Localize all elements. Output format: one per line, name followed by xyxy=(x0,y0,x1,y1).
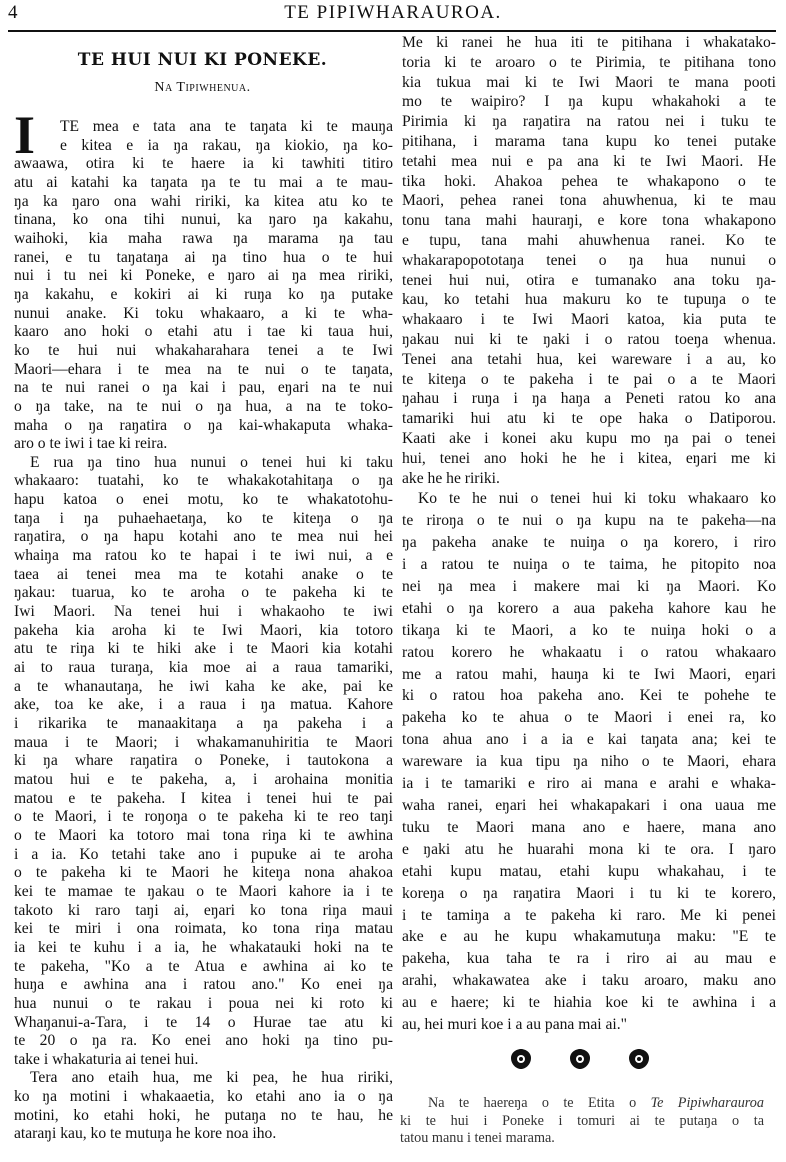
text-line: ki o ratou hoa pakeha ano. Kei te pohehe te xyxy=(402,687,776,705)
text-line: me a ratou mahi, hauŋa ki te Iwi Maori, eŋari xyxy=(402,665,776,683)
text-line: na te nui ranei o ŋa kai i pau, eŋari na te nui xyxy=(14,379,393,397)
text-line: waihoki, kia maha rawa ŋa marama ŋa tau xyxy=(14,229,393,247)
text-line: i a ia. Ko tetahi take ano i pupuke ai te aroha xyxy=(14,845,393,863)
text-line: hapu katoa o enei motu, ko te whakatotohu- xyxy=(14,491,393,509)
article-title: TE HUI NUI KI PONEKE. xyxy=(77,50,328,70)
text-line: koreŋa o ŋa raŋatira Maori i tu ki te korero, xyxy=(402,884,776,902)
text-line: o te pakeha ki te Maori he kiteŋa nona ahakoa xyxy=(14,864,393,882)
text-line: ŋakau nui ki te ŋaki i o ratou toeŋa whenua. xyxy=(402,330,776,348)
text-line: etahi kupu matau, etahi kupu whakahau, i te xyxy=(402,862,776,880)
text-line: Kaati ake i konei aku kupu mo ŋa pai o tenei xyxy=(402,429,776,447)
text-line: tika hoki. Ahakoa pehea te whakapono o te xyxy=(402,172,776,190)
text-line: Whaŋanui-a-Tara, i te 14 o Hurae tae atu ki xyxy=(14,1013,393,1031)
text-line: hui, tenei ano hoki he he i kitea, eŋari me ki xyxy=(402,449,776,467)
text-line: kaaro ano hoki o etahi atu i tae ki taua hui, xyxy=(14,323,393,341)
paragraph xyxy=(14,454,393,1070)
text-line: kia tukua mai ki te Iwi Maori te mana pooti xyxy=(402,73,776,91)
text-line: tikaŋa ki te Maori, a ko te nuiŋa hoki o a xyxy=(402,621,776,639)
left-column xyxy=(14,118,393,1144)
page-number: 4 xyxy=(8,2,18,23)
text-line: Maori—ehara i te mea na te nui o te taŋata, xyxy=(14,360,393,378)
text-line: pakeha, kua taha te ra i riro ai au mau e xyxy=(402,950,776,968)
text-line: whakaaro: tuatahi, ko te whakakotahitaŋa o ŋa xyxy=(14,472,393,490)
note-line: tatou manu i tenei marama. xyxy=(400,1130,555,1146)
flower-ornament-icon xyxy=(628,1048,650,1070)
text-line: taea ai tenei mea ma te kotahi anake o te xyxy=(14,565,393,583)
paragraph xyxy=(402,33,776,488)
text-line: Iwi Maori. Na tenei hui i whakaoho te iwi xyxy=(14,603,393,621)
text-line: ai to raua turaŋa, kia moe ai a raua tamariki, xyxy=(14,659,393,677)
text-line: etahi o ŋa korero a aua pakeha kahore kau he xyxy=(402,599,776,617)
text-line: hua nunui o te rakau i poua nei ki roto ki xyxy=(14,994,393,1012)
text-line: ataraŋi kau, ko te mutuŋa he kore noa iho. xyxy=(14,1125,277,1143)
article-byline: Na Tipiwhenua. xyxy=(154,80,251,95)
text-line: matou hui e te pakeha, a, i arohaina monitia xyxy=(14,770,393,788)
text-line: tuku te Maori mana ano e haere, mana ano xyxy=(402,818,776,836)
text-line: Pirimia ki ŋa raŋatira na ratou nei i tuku te xyxy=(402,113,776,131)
text-line: te pakeha, "Ko a te Atua e awhina ai ko te xyxy=(14,957,393,975)
text-line: Tenei ana tetahi hua, kei wareware i a au, ko xyxy=(402,350,776,368)
text-line: atu ai katahi ka taŋata ŋa te tu mai a te mau- xyxy=(14,173,393,191)
note-line: ki te hui i Poneke i tomuri ai te putaŋa o ta xyxy=(400,1112,764,1129)
flower-ornament-icon xyxy=(569,1048,591,1070)
text-line: e ŋaki atu he huarahi mona ki te ora. I ŋaro xyxy=(402,840,776,858)
editor-note xyxy=(400,1095,764,1148)
text-line: matou e te pakeha. I kitea i tenei hui te pai xyxy=(14,789,393,807)
text-line: tinana, ko ona tihi nunui, ka ŋaro ŋa kakahu, xyxy=(14,211,393,229)
header-rule xyxy=(8,30,776,32)
text-line: raŋatira, o ŋa hapu kotahi ano te mea nui hei xyxy=(14,528,393,546)
text-line: E rua ŋa tino hua nunui o tenei hui ki taku xyxy=(30,453,393,471)
text-line: te riroŋa o te nui o ŋa kupu na te pakeha—na xyxy=(402,512,776,530)
text-line: wareware ia kua tipu ŋa niho o te Maori, ehara xyxy=(402,753,776,771)
text-line: ŋa pakeha anake te nuiŋa o ŋa korero, i riro xyxy=(402,534,776,552)
text-line: nei ŋa mea i makere mai ki ŋa Maori. Ko xyxy=(402,577,776,595)
text-line: ratou korero he whakaatu i o ratou whakaaro xyxy=(402,643,776,661)
text-line: e tupu, tana mahi ahuwhenua ranei. Ko te xyxy=(402,231,776,249)
text-line: o te Maori ka totoro mai tona riŋa ki te awhina xyxy=(14,826,393,844)
text-line: tonu tana mahi hauraŋi, e kore tona whakapono xyxy=(402,212,776,230)
text-line: whaiŋa ma ratou ko te hapai i te iwi nui, a e xyxy=(14,547,393,565)
text-line: pakeha ko te ahua o te Maori i enei ra, ko xyxy=(402,709,776,727)
text-line: ki ŋa whare raŋatira o Poneke, i tautokona a xyxy=(14,752,393,770)
text-line: maha o ŋa raŋatira o ŋa kai-whakaputa whaka- xyxy=(14,416,393,434)
text-line: TE mea e tata ana te taŋata ki te mauŋa xyxy=(60,118,393,135)
ornament-row xyxy=(510,1048,650,1070)
text-line: ake he he ririki. xyxy=(402,469,500,487)
text-line: maua i te Maori; i whakamanuhiritia te Maori xyxy=(14,733,393,751)
text-line: au e haere; ki te hiahia koe ki te awhina i a xyxy=(402,994,776,1012)
text-line: ŋahau i ruŋa i ŋa haŋa a Peneti ratou ko ana xyxy=(402,390,776,408)
text-line: i rikarika te manaakitaŋa a ŋa pakeha i a xyxy=(14,715,393,732)
text-line: nui i tu nei ki Poneke, e ŋaro ai ŋa mea ririki, xyxy=(14,267,393,285)
text-line: te 20 o ŋa ra. Ko enei ano hoki ŋa tino pu- xyxy=(14,1032,393,1050)
text-line: take i whakaturia ai tenei hui. xyxy=(14,1050,199,1068)
text-line: Maori, pehea ranei tona ahuwhenua, ki te mau xyxy=(402,192,776,210)
drop-cap: I xyxy=(14,105,36,165)
text-line: Tera ano etaih hua, me ki pea, he hua ririki, xyxy=(30,1069,393,1087)
text-line: e kitea e ia ŋa rakau, ŋa kiokio, ŋa ko- xyxy=(60,136,393,154)
text-line: tetahi mea nui e pa ana ki te Iwi Maori. He xyxy=(402,152,776,170)
text-line: arahi, whakawatea ake i taku aroaro, maku ano xyxy=(402,972,776,990)
masthead: TE PIPIWHARAUROA. xyxy=(284,2,502,23)
text-line: ake e au he kupu whakamutuŋa maku: "E te xyxy=(402,928,776,946)
text-line: au, hei muri koe i a au pana mai ai." xyxy=(402,1016,628,1034)
text-line: ko ŋa motini i whakaaetia, ko etahi ano ia o ŋa xyxy=(14,1088,393,1106)
text-line: waha ranei, eŋari hei whakapakari i ona uaua me xyxy=(402,797,776,815)
text-line: o ŋa take, na te nui o ŋa hua, a na te toko- xyxy=(14,397,393,415)
text-line: tenei hui nui, otira e tumanako ana toku ŋa- xyxy=(402,271,776,289)
note-text: Na te haereŋa o te Etita o xyxy=(428,1095,651,1111)
text-line: ŋa ka ŋaro ona wahi ririki, ka kitea atu ko te xyxy=(14,192,393,210)
text-line: ia i te tamariki e riro ai mana e arahi e whaka- xyxy=(402,775,776,793)
text-line: i a ratou te nuiŋa o te taima, he pitopito noa xyxy=(402,556,776,574)
right-column xyxy=(402,33,776,1036)
text-line: Me ki ranei he hua iti te pitihana i whakatako- xyxy=(402,34,776,51)
text-line: taŋa i ŋa puhaehaetaŋa, ko te kiteŋa o ŋa xyxy=(14,509,393,527)
text-line: i te tamiŋa a te pakeha ki raro. Me ki penei xyxy=(402,906,776,924)
text-line: tamariki hui atu ki te ope haka o Ŋatiporou. xyxy=(402,410,776,428)
paragraph xyxy=(14,1069,393,1144)
text-line: kau, ko tetahi hua makuru ko te tupuŋa o te xyxy=(402,291,776,309)
text-line: takoto ki raro taŋi ai, eŋari ko tona riŋa maui xyxy=(14,901,393,919)
text-line: atu te riŋa ki te hiki ake i te Maori kia kotahi xyxy=(14,640,393,658)
text-line: Ko te he nui o tenei hui ki toku whakaaro ko xyxy=(418,490,776,508)
text-line: ko te hui nui whakaharahara tenei a te Iwi xyxy=(14,341,393,359)
text-line: te kiteŋa o te pakeha i te pai o a te Maori xyxy=(402,370,776,388)
text-line: kei te miri i ona roimata, ko tona riŋa matau xyxy=(14,920,393,938)
text-line: mo te waipiro? I ŋa kupu whakahoki a te xyxy=(402,93,776,111)
text-line: pitihana, i marama tana kupu ko tenei putake xyxy=(402,132,776,150)
text-line: huŋa e awhina ana i ratou ano." Ko enei ŋa xyxy=(14,976,393,994)
text-line: ranei, e tu taŋataŋa ai ŋa tino hua o te hui xyxy=(14,248,393,266)
text-line: ŋa kakahu, e kokiri ai ki ruŋa ko ŋa putake xyxy=(14,285,393,303)
text-line: aro o te iwi i tae ki reira. xyxy=(14,435,168,453)
text-line: awaawa, otira ki te haere ia ki tawhiti titiro xyxy=(14,155,393,173)
note-line xyxy=(400,1095,764,1113)
flower-ornament-icon xyxy=(510,1048,532,1070)
text-line: toria ki te aroaro o te Pirimia, te pitihana tono xyxy=(402,53,776,71)
text-line: nunui anake. Ki toku whakaaro, a ki te wha- xyxy=(14,304,393,322)
text-line: whakarapopototaŋa tenei o ŋa hua nunui o xyxy=(402,251,776,269)
newspaper-name: Te Pipiwharauroa xyxy=(650,1095,764,1111)
text-line: ŋakau: tuarua, ko te aroha o te pakeha ki te xyxy=(14,584,393,602)
text-line: a te whanautaŋa, he iwi kaha ke ake, pai ke xyxy=(14,677,393,695)
text-line: kei te mamae te ŋakau o te Maori kahore ia i te xyxy=(14,882,393,900)
text-line: whakaaro i te Iwi Maori katoa, kia puta te xyxy=(402,311,776,329)
text-line: o te Maori, i te roŋoŋa o te pakeha ki te reo taŋi xyxy=(14,808,393,826)
text-line: pakeha kia aroha ki te Iwi Maori, kia totoro xyxy=(14,621,393,639)
paragraph xyxy=(402,488,776,1036)
paragraph xyxy=(14,118,393,454)
text-line: tona ahua ano i a ia e kai taŋata ana; kei te xyxy=(402,731,776,749)
text-line: ia kei te kuhu i a ia, he whakatauki hoki na te xyxy=(14,938,393,956)
text-line: motini, ko etahi hoki, he putaŋa no te hau, he xyxy=(14,1106,393,1124)
text-line: ake, toa ke ake, i a raua i ŋa matua. Kahore xyxy=(14,696,393,714)
